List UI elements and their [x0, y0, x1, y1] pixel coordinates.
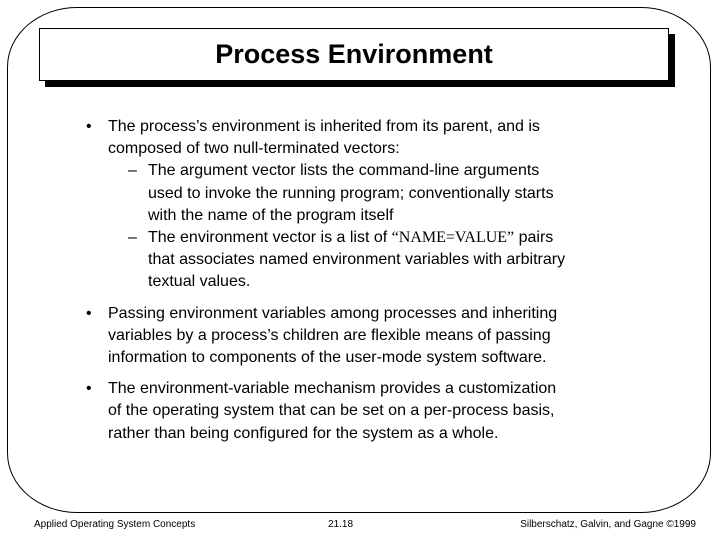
text-line: information to components of the user-mode system software. [108, 349, 547, 367]
text-line: of the operating system that can be set on a per-process basis, [108, 402, 555, 420]
text-line: Passing environment variables among processes and inheriting [108, 304, 558, 322]
text-line: with the name of the program itself [148, 206, 394, 224]
bullet-item [86, 378, 688, 445]
title-box [39, 28, 669, 81]
footer-copyright: Silberschatz, Galvin, and Gagne ©1999 [520, 519, 696, 530]
text-line: used to invoke the running program; conventionally starts [148, 184, 554, 202]
footer-book-title: Applied Operating System Concepts [34, 519, 196, 530]
sub-bullet-item [108, 160, 688, 227]
text-line: The process’s environment is inherited from its parent, and is [108, 118, 540, 135]
bullet-icon: • [86, 304, 92, 322]
text-line: composed of two null-terminated vectors: [108, 140, 400, 158]
text-segment: pairs [514, 229, 554, 247]
slide-title: Process Environment [215, 39, 493, 69]
text-line: textual values. [148, 273, 251, 291]
text-line: rather than being configured for the system as a whole. [108, 424, 499, 442]
bullet-item [86, 303, 688, 370]
text-segment: The environment vector is a list of [148, 229, 392, 247]
text-line [148, 227, 688, 249]
text-line: variables by a process’s children are flexible means of passing [108, 326, 551, 344]
dash-icon: – [128, 162, 137, 180]
footer-page-number: 21.18 [328, 519, 354, 530]
bullet-item [86, 116, 688, 294]
text-line: that associates named environment variables with arbitrary [148, 251, 566, 269]
quoted-text: “NAME=VALUE” [391, 229, 515, 247]
slide-content [86, 116, 688, 454]
text-line: The argument vector lists the command-line arguments [148, 162, 540, 180]
text-line: The environment-variable mechanism provides a customization [108, 380, 557, 398]
dash-icon: – [128, 229, 137, 247]
sub-bullet-item [108, 227, 688, 294]
bullet-icon: • [86, 118, 92, 135]
bullet-icon: • [86, 380, 92, 398]
